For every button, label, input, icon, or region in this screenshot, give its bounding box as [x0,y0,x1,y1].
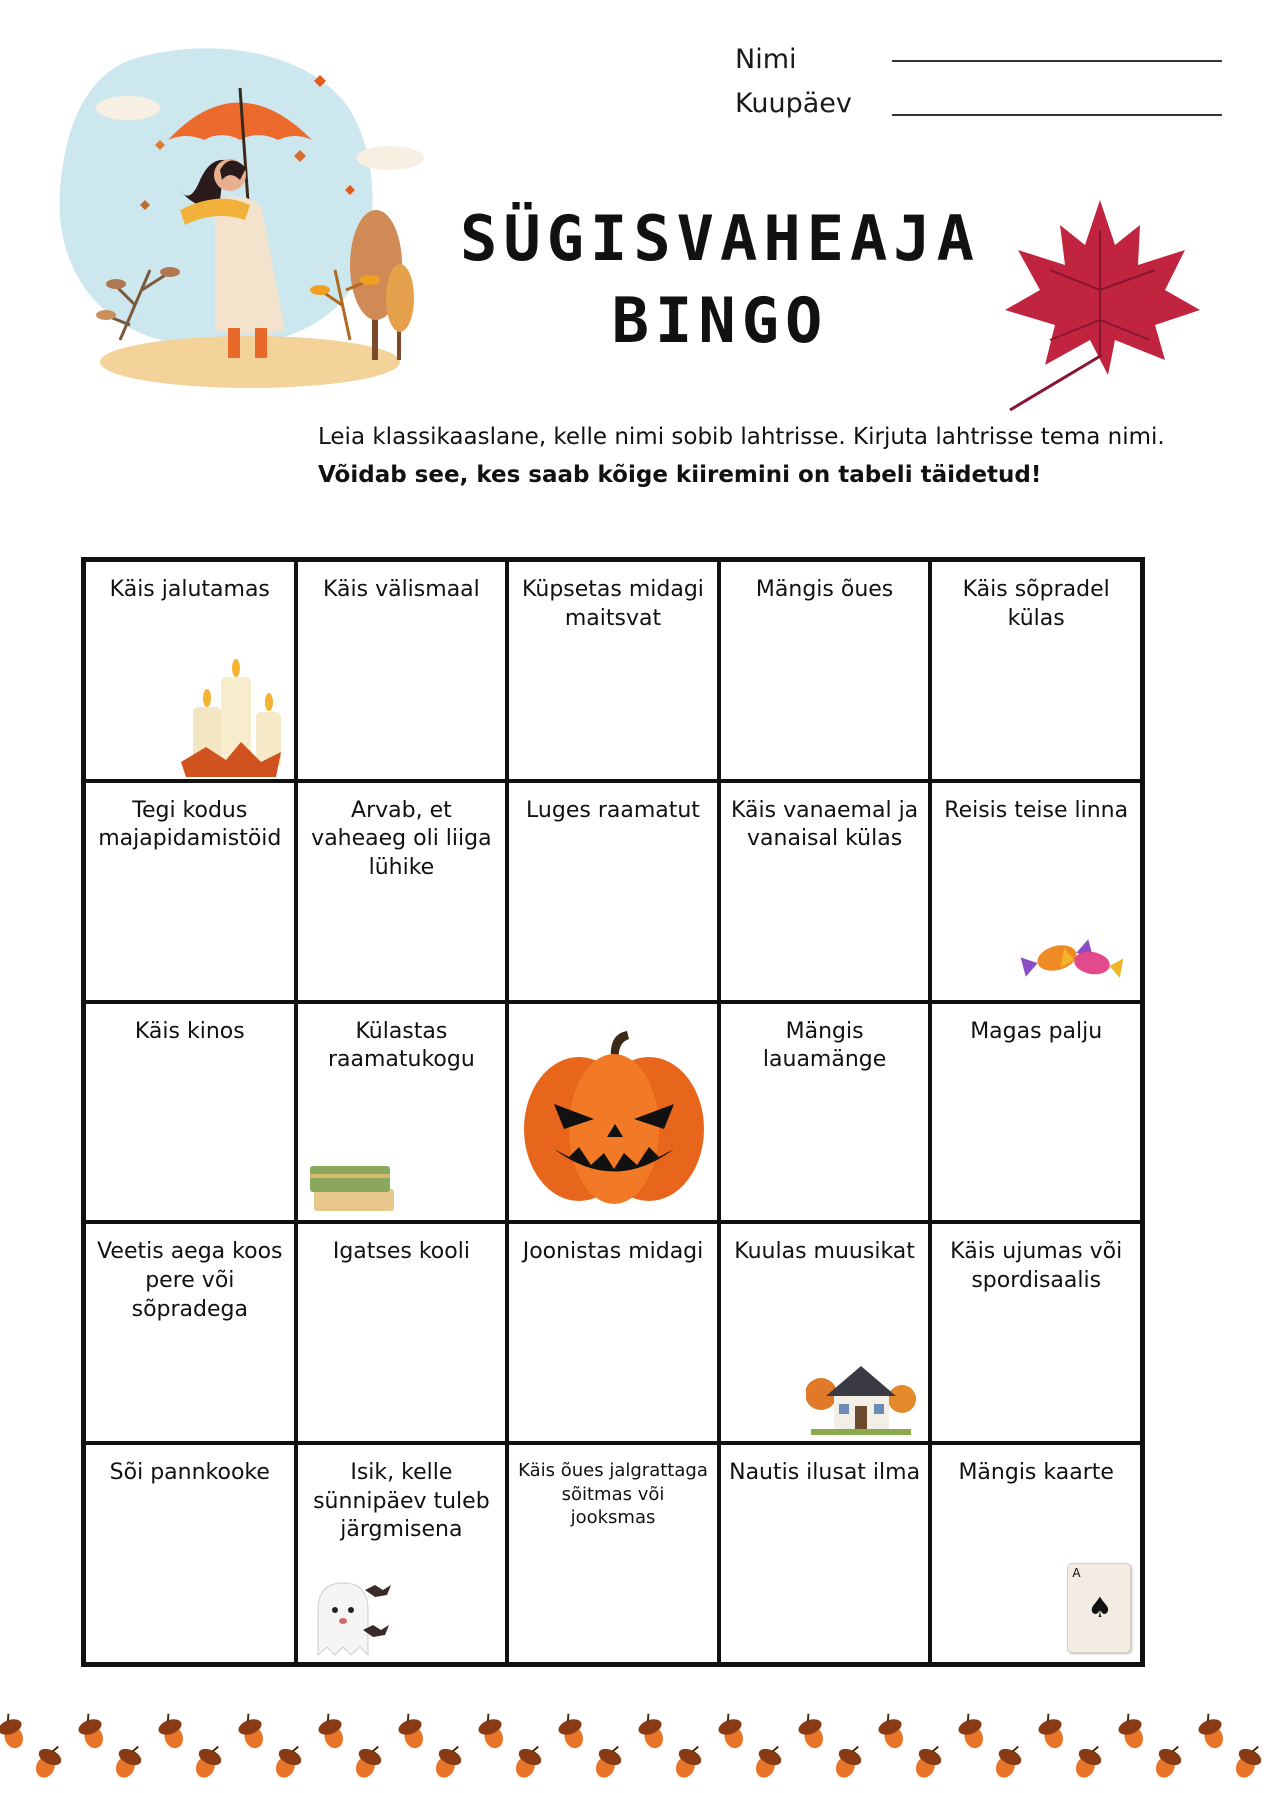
bingo-cell[interactable] [507,1443,719,1664]
acorn-icon [990,1740,1027,1782]
acorn-icon [270,1740,307,1782]
bingo-cell[interactable] [84,781,296,1002]
bingo-cell[interactable] [84,560,296,781]
cell-label: Käis vanaemal ja vanaisal külas [731,797,919,852]
bingo-cell-center[interactable] [507,1002,719,1223]
instructions-text: Leia klassikaaslane, kelle nimi sobib lahtrisse. Kirjuta lahtrisse tema nimi. [318,424,1165,450]
bingo-cell[interactable] [719,560,931,781]
woman-with-umbrella-illustration [50,40,430,400]
acorn-icon [430,1740,467,1782]
acorn-icon [1070,1740,1107,1782]
acorn-icon [670,1740,707,1782]
bingo-cell[interactable] [296,781,508,1002]
acorn-icon [510,1740,547,1782]
bingo-cell[interactable] [296,1002,508,1223]
acorn-icon [750,1740,787,1782]
cell-label: Külastas raamatukogu [327,1018,475,1073]
maple-leaf-icon [990,190,1210,415]
cell-label: Arvab, et vaheaeg oli liiga lühike [311,797,492,880]
cell-label: Luges raamatut [526,797,700,823]
cell-label: Magas palju [970,1018,1103,1044]
bingo-cell[interactable] [930,781,1142,1002]
cell-label: Nautis ilusat ilma [729,1460,921,1486]
bingo-cell[interactable] [296,1443,508,1664]
bingo-cell[interactable] [930,1002,1142,1223]
name-field[interactable] [892,60,1222,62]
bingo-cell[interactable] [507,560,719,781]
bingo-cell[interactable] [719,1443,931,1664]
bingo-cell[interactable] [719,1002,931,1223]
card-rank: A [1072,1566,1081,1581]
acorn-icon [1034,1711,1069,1752]
acorn-border [0,1705,1267,1793]
acorn-icon [30,1740,67,1782]
acorn-icon [1194,1711,1229,1752]
bingo-cell[interactable] [507,781,719,1002]
cell-label: Käis sõpradel külas [962,577,1110,631]
cell-label: Tegi kodus majapidamistöid [98,797,282,852]
date-label: Kuupäev [735,88,852,119]
bingo-cell[interactable] [84,1002,296,1223]
acorn-icon [154,1711,189,1752]
bingo-cell[interactable] [719,1222,931,1443]
acorn-icon [1150,1740,1187,1782]
cell-label: Veetis aega koos pere või sõpradega [97,1239,283,1322]
name-label: Nimi [735,44,797,75]
acorn-icon [110,1740,147,1782]
instructions-emphasis: Võidab see, kes saab kõige kiiremini on tabeli täidetud! [318,462,1042,488]
acorn-icon [350,1740,387,1782]
jack-o-lantern-icon [519,1019,709,1209]
cell-label: Reisis teise linna [944,797,1129,823]
acorn-icon [554,1711,589,1752]
acorn-icon [1114,1711,1149,1752]
acorn-icon [394,1711,429,1752]
acorn-icon [954,1711,989,1752]
date-field[interactable] [892,114,1222,116]
cell-label: Mängis kaarte [958,1460,1114,1486]
bingo-cell[interactable] [930,1443,1142,1664]
cell-label: Sõi pannkooke [109,1460,270,1486]
cell-label: Käis välismaal [322,577,480,602]
bingo-cell[interactable] [296,1222,508,1443]
acorn-icon [714,1711,749,1752]
card-suit: ♠ [1087,1591,1113,1625]
cell-label: Mängis õues [755,577,894,602]
page-title-line-1: SÜGISVAHEAJA [460,202,980,275]
acorn-icon [234,1711,269,1752]
cell-label: Kuulas muusikat [734,1239,915,1265]
acorn-icon [0,1711,29,1752]
ghost-icon [303,1575,398,1660]
acorn-icon [874,1711,909,1752]
acorn-icon [910,1740,947,1782]
cell-label: Käis kinos [134,1018,245,1044]
cell-label: Küpsetas midagi maitsvat [522,577,704,631]
bingo-cell[interactable] [84,1222,296,1443]
cell-label: Igatses kooli [332,1239,470,1265]
acorn-icon [474,1711,509,1752]
books-icon [306,1154,406,1219]
cell-label: Joonistas midagi [522,1239,704,1265]
candles-icon [181,642,291,782]
cell-label: Käis ujumas või spordisaalis [950,1239,1123,1293]
acorn-icon [794,1711,829,1752]
page-title-line-2: BINGO [611,284,829,357]
bingo-cell[interactable] [930,560,1142,781]
acorn-icon [634,1711,669,1752]
acorn-icon [314,1711,349,1752]
acorn-icon [830,1740,867,1782]
cell-label: Käis jalutamas [109,577,270,602]
bingo-cell[interactable] [507,1222,719,1443]
bingo-grid [81,557,1145,1667]
acorn-icon [590,1740,627,1782]
cell-label: Isik, kelle sünnipäev tuleb järgmisena [313,1460,490,1543]
bingo-cell[interactable] [930,1222,1142,1443]
acorn-icon [190,1740,227,1782]
acorn-icon [1230,1740,1267,1782]
bingo-cell[interactable] [296,560,508,781]
bingo-cell[interactable] [719,781,931,1002]
candy-icon [1017,928,1127,988]
house-icon [806,1354,916,1439]
cell-label: Käis õues jalgrattaga sõitmas või jooksmas [518,1460,708,1528]
playing-card-icon [1067,1563,1131,1653]
cell-label: Mängis lauamänge [762,1018,887,1073]
acorn-icon [74,1711,109,1752]
bingo-cell[interactable] [84,1443,296,1664]
